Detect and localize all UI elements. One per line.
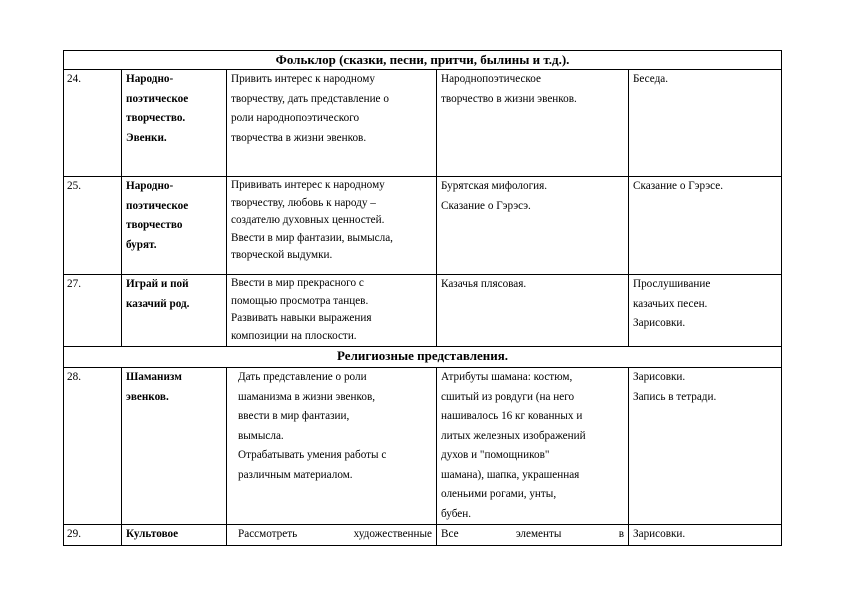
row-activity: Зарисовки.	[629, 525, 782, 546]
row-number: 24.	[64, 70, 122, 177]
section-header-row	[64, 347, 782, 368]
row-number: 27.	[64, 275, 122, 347]
row-topic: Шаманизм эвенков.	[122, 368, 227, 525]
row-goals: Дать представление о роли шаманизма в жизни эвенков, ввести в мир фантазии, вымысла. Отрабатывать умения работы с различным материалом.	[227, 368, 437, 525]
row-number: 28.	[64, 368, 122, 525]
row-activity: Зарисовки. Запись в тетради.	[629, 368, 782, 525]
row-content: Бурятская мифология. Сказание о Гэрэсэ.	[437, 177, 629, 275]
row-goals: Рассмотреть художественные	[227, 525, 437, 546]
row-activity: Прослушивание казачьих песен. Зарисовки.	[629, 275, 782, 347]
row-topic: Играй и пой казачий род.	[122, 275, 227, 347]
table-row	[64, 70, 782, 177]
table-row	[64, 368, 782, 525]
row-content: Все элементы в	[437, 525, 629, 546]
table-row	[64, 275, 782, 347]
lesson-plan-table	[63, 50, 782, 546]
row-topic: Народно- поэтическое творчество. Эвенки.	[122, 70, 227, 177]
section-header-row	[64, 51, 782, 70]
section-title: Фольклор (сказки, песни, притчи, былины и т.д.).	[64, 51, 782, 70]
row-topic: Народно- поэтическое творчество бурят.	[122, 177, 227, 275]
table-row	[64, 177, 782, 275]
section-title: Религиозные представления.	[64, 347, 782, 368]
row-goals: Ввести в мир прекрасного с помощью просмотра танцев. Развивать навыки выражения композиции на плоскости.	[227, 275, 437, 347]
row-content: Казачья плясовая.	[437, 275, 629, 347]
row-content: Народнопоэтическое творчество в жизни эвенков.	[437, 70, 629, 177]
row-number: 25.	[64, 177, 122, 275]
row-activity: Сказание о Гэрэсе.	[629, 177, 782, 275]
table-row	[64, 525, 782, 546]
row-activity: Беседа.	[629, 70, 782, 177]
row-topic: Культовое	[122, 525, 227, 546]
row-content: Атрибуты шамана: костюм, сшитый из ровдуги (на него нашивалось 16 кг кованных и литых железных изображений духов и "помощников" шамана), шапка, украшенная оленьими рогами, унты, бубен.	[437, 368, 629, 525]
row-number: 29.	[64, 525, 122, 546]
row-goals: Привить интерес к народному творчеству, дать представление о роли народнопоэтического творчества в жизни эвенков.	[227, 70, 437, 177]
row-goals: Прививать интерес к народному творчеству, любовь к народу – создателю духовных ценностей. Ввести в мир фантазии, вымысла, творческой выдумки.	[227, 177, 437, 275]
